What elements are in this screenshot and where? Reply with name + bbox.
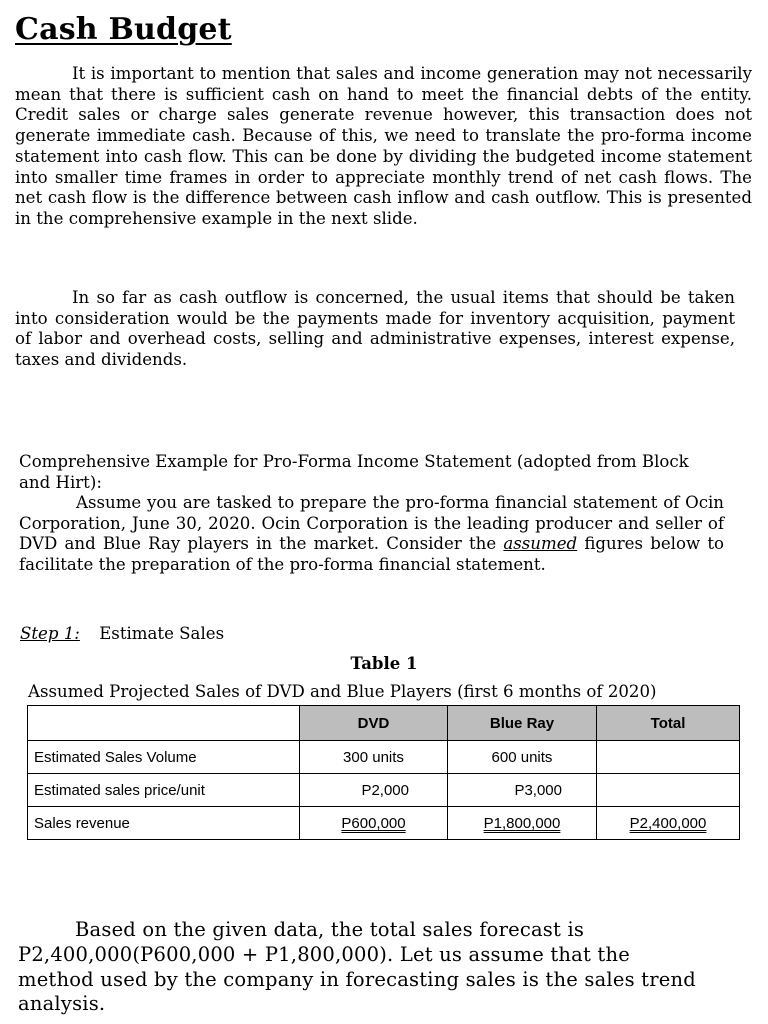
- table-row: [28, 774, 740, 807]
- table-header-row: [28, 706, 740, 741]
- example-text-after: figures below to facilitate the preparation of the pro-forma financial statement.: [19, 534, 725, 575]
- row-label: Estimated Sales Volume: [28, 741, 300, 774]
- table-cell: P3,000: [448, 774, 597, 807]
- table-subtitle: Assumed Projected Sales of DVD and Blue Players (first 6 months of 2020): [28, 682, 657, 701]
- total-revenue: P2,400,000: [629, 814, 707, 832]
- table-header-cell: Blue Ray: [448, 706, 597, 741]
- dvd-revenue: P600,000: [341, 814, 406, 832]
- table-cell: [597, 807, 740, 840]
- table-header-cell: DVD: [300, 706, 448, 741]
- table-caption: Table 1: [350, 654, 418, 673]
- example-text-before: Assume you are tasked to prepare the pro-forma financial statement of Ocin Corporation, June 30, 2020. Ocin Corporation is the leading producer and seller of DVD and Blue Ray players in the market. Consider the: [19, 493, 724, 554]
- step-line: [20, 624, 224, 644]
- example-heading: Comprehensive Example for Pro-Forma Income Statement (adopted from Block and Hirt):: [19, 452, 689, 492]
- table-cell: [300, 807, 448, 840]
- cash-outflow-paragraph: In so far as cash outflow is concerned, the usual items that should be taken into consideration would be the payments made for inventory acquisition, payment of labor and overhead costs, selling and administrative expenses, interest expense, taxes and dividends.: [15, 288, 735, 370]
- table-header-cell: Total: [597, 706, 740, 741]
- table-cell: 600 units: [448, 741, 597, 774]
- table-row: [28, 807, 740, 840]
- example-paragraph: [19, 493, 724, 576]
- sales-table: [27, 705, 740, 840]
- row-label: Sales revenue: [28, 807, 300, 840]
- table-cell: 300 units: [300, 741, 448, 774]
- blue-ray-revenue: P1,800,000: [483, 814, 561, 832]
- table-cell: [448, 807, 597, 840]
- step-text: Estimate Sales: [99, 624, 225, 643]
- assumed-emphasis: assumed: [503, 534, 578, 554]
- conclusion-paragraph: Based on the given data, the total sales forecast is P2,400,000(P600,000 + P1,800,000). Let us assume that the method used by the company in forecasting sales is the sales trend analysis.: [18, 918, 696, 1016]
- table-cell: P2,000: [300, 774, 448, 807]
- intro-paragraph: It is important to mention that sales and income generation may not necessarily mean that there is sufficient cash on hand to meet the financial debts of the entity. Credit sales or charge sales generate revenue however, this transaction does not generate immediate cash. Because of this, we need to translate the pro-forma income statement into cash flow. This can be done by dividing the budgeted income statement into smaller time frames in order to appreciate monthly trend of net cash flows. The net cash flow is the difference between cash inflow and cash outflow. This is presented in the comprehensive example in the next slide.: [15, 64, 752, 228]
- table-cell: [597, 774, 740, 807]
- page-title: Cash Budget: [15, 12, 232, 47]
- step-label: Step 1:: [20, 624, 80, 643]
- table-header-cell: [28, 706, 300, 741]
- table-cell: [597, 741, 740, 774]
- row-label: Estimated sales price/unit: [28, 774, 300, 807]
- table-row: [28, 741, 740, 774]
